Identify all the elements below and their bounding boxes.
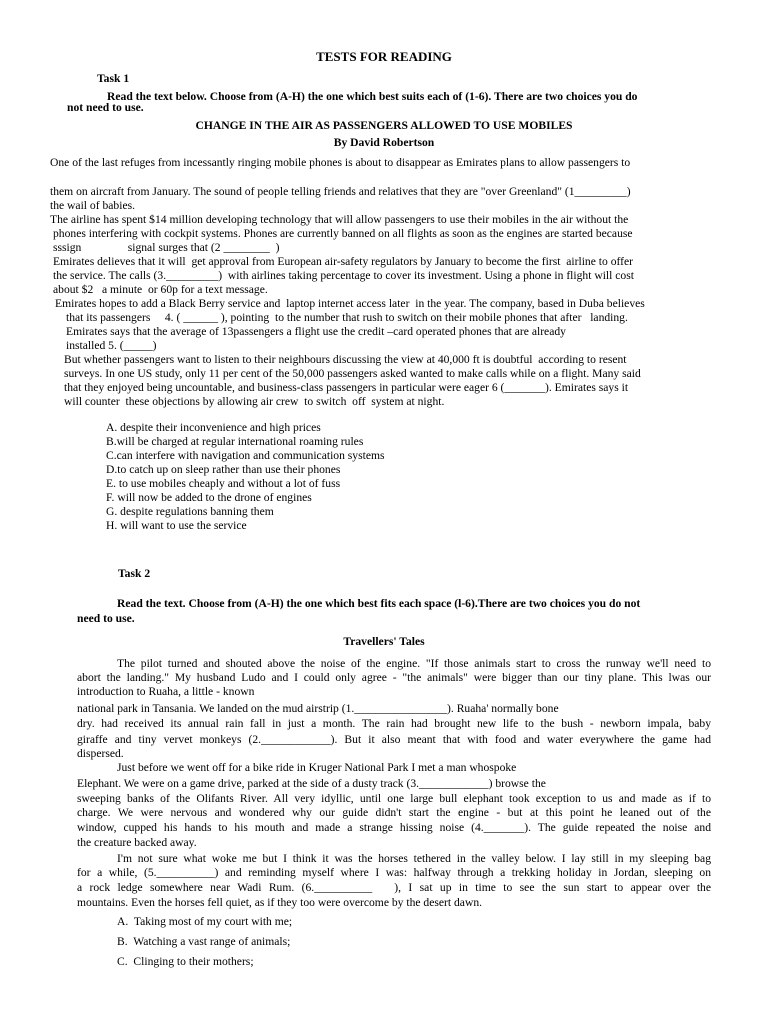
task2-option: A. Taking most of my court with me;	[117, 915, 293, 928]
task1-text-line: that its passengers 4. ( ______ ), pointing to the number that rush to switch on their mobile phones that after landing.	[66, 311, 628, 324]
task1-text-line: The airline has spent $14 million developing technology that will allow passengers to use their mobiles in the air without the	[50, 213, 629, 226]
task1-option: H. will want to use the service	[106, 519, 247, 532]
task1-instruction-line: Read the text below. Choose from (A-H) the one which best suits each of (1-6). There are two choices you do	[107, 90, 638, 103]
task1-label: Task 1	[97, 72, 130, 85]
task1-byline: By David Robertson	[333, 136, 435, 149]
task2-text-line: window, cupped his hands to his mouth and made a strange hissing noise (4._______). The guide repeated the noise and	[77, 821, 711, 834]
task2-text-line: dispersed.	[77, 747, 124, 760]
task2-text-line: sweeping banks of the Olifants River. All very idyllic, until one large bull elephant took exception to us and made as if to	[77, 792, 711, 805]
task2-instruction-line: Read the text. Choose from (A-H) the one which best fits each space (l-6).There are two choices you do not	[117, 597, 641, 610]
task1-option: D.to catch up on sleep rather than use their phones	[106, 463, 341, 476]
task1-option: G. despite regulations banning them	[106, 505, 274, 518]
task2-text-line: national park in Tansania. We landed on the mud airstrip (1.________________). Ruaha' normally bone	[77, 702, 559, 715]
task2-label: Task 2	[118, 567, 151, 580]
task2-text-line: dry. had received its annual rain fall in just a month. The rain had brought new life to the bush - newborn impala, baby	[77, 717, 711, 730]
task1-text-line: Emirates hopes to add a Black Berry service and laptop internet access later in the year. The company, based in Duba believes	[55, 297, 645, 310]
task1-text-line: the service. The calls (3._________) with airlines taking percentage to cover its investment. Using a phone in flight will cost	[53, 269, 634, 282]
task1-text-line: sssign signal surges that (2 ________ )	[53, 241, 280, 254]
task1-option: F. will now be added to the drone of engines	[106, 491, 312, 504]
task1-option: A. despite their inconvenience and high prices	[106, 421, 321, 434]
task1-option: C.can interfere with navigation and communication systems	[106, 449, 385, 462]
task1-heading: CHANGE IN THE AIR AS PASSENGERS ALLOWED TO USE MOBILES	[195, 119, 573, 132]
task2-text-line: Just before we went off for a bike ride in Kruger National Park I met a man whospoke	[117, 761, 517, 774]
task2-option: B. Watching a vast range of animals;	[117, 935, 291, 948]
task2-text-line: the creature backed away.	[77, 836, 197, 849]
task2-text-line: The pilot turned and shouted above the noise of the engine. "If those animals start to cross the runway we'll need to	[117, 657, 711, 670]
task2-text-line: charge. We were nervous and wondered why our guide didn't start the engine - but at this point he leaned out of the	[77, 806, 711, 819]
task1-option: B.will be charged at regular international roaming rules	[106, 435, 364, 448]
task2-text-line: giraffe and tiny vervet monkeys (2.____________). But it also meant that with food and water everywhere the game had	[77, 733, 711, 746]
task1-text-line: One of the last refuges from incessantly ringing mobile phones is about to disappear as Emirates plans to allow passengers to	[50, 156, 631, 169]
task1-text-line: phones interfering with cockpit systems. Phones are currently banned on all flights as soon as the engines are started because	[53, 227, 633, 240]
task2-text-line: mountains. Even the horses fell quiet, as if they too were overcome by the desert dawn.	[77, 896, 483, 909]
task1-text-line: them on aircraft from January. The sound of people telling friends and relatives that they are "over Greenland" (1_________)	[50, 185, 631, 198]
task1-instruction-line: not need to use.	[67, 101, 144, 114]
task2-text-line: a rock ledge somewhere near Wadi Rum. (6.__________ ), I sat up in time to see the sun start to appear over the	[77, 881, 711, 894]
task2-text-line: abort the landing." My husband Ludo and I could only agree - "the animals" were bigger than our tiny plane. This lwas our	[77, 671, 711, 684]
task1-option: E. to use mobiles cheaply and without a lot of fuss	[106, 477, 341, 490]
task2-text-line: I'm not sure what woke me but I think it was the horses tethered in the valley below. I lay still in my sleeping bag	[117, 852, 711, 865]
task1-text-line: the wail of babies.	[50, 199, 135, 212]
page-title: TESTS FOR READING	[316, 49, 452, 64]
task1-text-line: installed 5. (_____)	[66, 339, 157, 352]
task2-text-line: Elephant. We were on a game drive, parked at the side of a dusty track (3.____________) browse the	[77, 777, 546, 790]
task1-text-line: Emirates says that the average of 13passengers a flight use the credit –card operated phones that are already	[66, 325, 566, 338]
task1-text-line: that they enjoyed being uncountable, and business-class passengers in particular were eager 6 (_______). Emirates says it	[64, 381, 629, 394]
task1-text-line: will counter these objections by allowing air crew to switch off system at night.	[64, 395, 445, 408]
task1-text-line: about $2 a minute or 60p for a text message.	[53, 283, 268, 296]
task2-text-line: for a while, (5.__________) and reminding myself where I was: halfway through a trekking holiday in Jordan, sleeping on	[77, 866, 711, 879]
task1-text-line: But whether passengers want to listen to their neighbours discussing the view at 40,000 ft is doubtful according to resent	[64, 353, 627, 366]
task2-text-line: introduction to Ruaha, a little - known	[77, 685, 255, 698]
task1-text-line: Emirates delieves that it will get approval from European air-safety regulators by January to become the first airline to offer	[53, 255, 634, 268]
task2-option: C. Clinging to their mothers;	[117, 955, 254, 968]
task2-heading: Travellers' Tales	[343, 635, 425, 648]
task2-instruction-line: need to use.	[77, 612, 135, 625]
task1-text-line: surveys. In one US study, only 11 per cent of the 50,000 passengers asked wanted to make calls while on a flight. Many said	[64, 367, 641, 380]
